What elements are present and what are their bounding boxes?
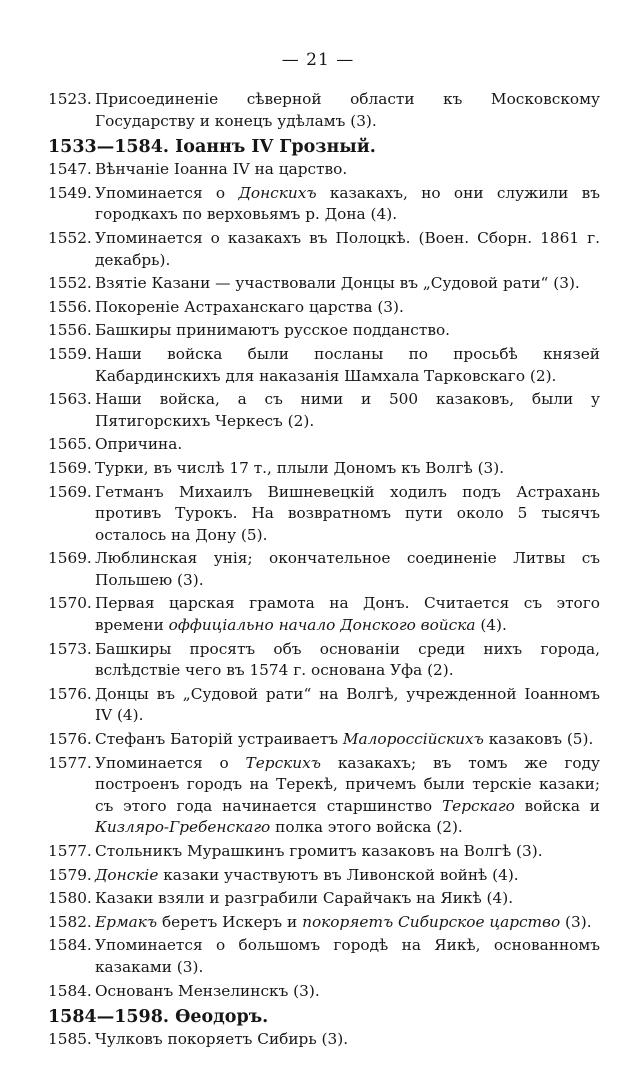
entry-text-part: Упоминается о казакахъ въ Полоцкѣ. (Воен. Сборн. 1861 г. декабрь). xyxy=(95,228,600,269)
entry-text-part: Донцы въ „Судовой рати“ на Волгѣ, учрежденной Іоанномъ IV (4). xyxy=(95,684,600,725)
entry-text-part: Упоминается о большомъ городѣ на Яикѣ, основанномъ казаками (3). xyxy=(95,936,600,976)
entry-text-part: Первая царская грамота на Донъ. Считается съ этого времени xyxy=(95,594,600,635)
chronology-entry xyxy=(48,981,600,1003)
chronology-list xyxy=(48,89,600,1053)
entry-text-italic: Терскихъ xyxy=(245,753,321,772)
chronology-entry xyxy=(48,320,600,342)
entry-year: 1584. xyxy=(48,981,92,1000)
entry-text xyxy=(95,729,600,751)
chronology-entry xyxy=(48,159,600,181)
entry-text-part: Люблинская унія; окончательное соединеніе Литвы съ Польшею (3). xyxy=(95,549,600,589)
entry-text xyxy=(95,888,600,910)
entry-text-part: Башкиры просятъ объ основаніи среди нихъ города, вслѣдствіе чего въ 1574 г. основана Уфа (2). xyxy=(95,639,600,680)
chronology-entry xyxy=(48,593,600,636)
entry-year: 1582. xyxy=(48,912,92,931)
entry-text-italic: Ермакъ xyxy=(95,912,158,931)
entry-text-italic: оффиціально начало Донского войска xyxy=(168,616,476,635)
entry-text-part: Гетманъ Михаилъ Вишневецкій ходилъ подъ Астрахань противъ Турокъ. На возвратномъ пути около 5 тысячъ осталось на Дону (5). xyxy=(95,482,600,544)
entry-year: 1580. xyxy=(48,889,92,908)
entry-text-part: Наши войска были посланы по просьбѣ князей Кабардинскихъ для наказанія Шамхала Тарковскаго (2). xyxy=(95,344,600,385)
entry-text-part: казакахъ; въ томъ же году построенъ городъ на Терекѣ, причемъ были терскіе казаки; съ этого года начинается старшинство xyxy=(95,753,600,815)
entry-year: 1573. xyxy=(48,639,92,658)
entry-text xyxy=(95,865,600,887)
chronology-entry xyxy=(48,228,600,271)
entry-year: 1585. xyxy=(48,1030,92,1049)
chronology-entry xyxy=(48,888,600,910)
entry-text xyxy=(95,912,600,934)
entry-year: 1565. xyxy=(48,435,92,454)
entry-year: 1549. xyxy=(48,183,92,202)
entry-text xyxy=(95,482,600,547)
chronology-entry xyxy=(48,273,600,295)
entry-text-italic: Донскихъ xyxy=(238,183,317,202)
chronology-entry xyxy=(48,458,600,480)
entry-text xyxy=(95,297,600,319)
entry-text-part: полка этого войска (2). xyxy=(270,818,463,837)
chronology-entry xyxy=(48,841,600,863)
entry-text-italic: Терскаго xyxy=(441,796,515,815)
entry-text xyxy=(95,320,600,342)
chronology-entry xyxy=(48,684,600,727)
chronology-entry xyxy=(48,297,600,319)
page-number: — 21 — xyxy=(281,50,355,70)
chronology-entry xyxy=(48,753,600,839)
entry-text-italic: покоряетъ Сибирское царство xyxy=(302,912,561,931)
entry-text xyxy=(95,981,600,1003)
entry-year: 1547. xyxy=(48,160,92,179)
entry-text-part: Стольникъ Мурашкинъ громитъ казаковъ на Волгѣ (3). xyxy=(95,842,543,860)
entry-year: 1556. xyxy=(48,321,92,340)
entry-text-part: Взятіе Казани — участвовали Донцы въ „Судовой рати“ (3). xyxy=(95,274,580,293)
entry-text-part: Башкиры принимаютъ русское подданство. xyxy=(95,321,451,340)
entry-text xyxy=(95,183,600,226)
entry-text xyxy=(95,753,600,839)
entry-text xyxy=(95,684,600,727)
entry-text-part: Опричина. xyxy=(95,435,183,454)
reign-heading: 1584—1598. Ѳеодоръ. xyxy=(48,1007,269,1028)
chronology-entry xyxy=(48,935,600,978)
chronology-entry xyxy=(48,183,600,226)
entry-year: 1570. xyxy=(48,594,92,613)
chronology-entry xyxy=(48,389,600,432)
entry-text-italic: Кизляро-Гребенскаго xyxy=(95,818,271,837)
entry-text-part: беретъ Искеръ и xyxy=(157,912,303,931)
entry-text xyxy=(95,273,600,295)
entry-text-part: Присоединеніе сѣверной области къ Московскому Государству и конецъ удѣламъ (3). xyxy=(95,90,600,130)
entry-text-part: войска и xyxy=(514,796,601,815)
entry-year: 1576. xyxy=(48,684,92,703)
chronology-entry xyxy=(48,344,600,387)
chronology-entry xyxy=(48,89,600,132)
entry-text-part: Чулковъ покоряетъ Сибирь (3). xyxy=(95,1030,349,1049)
entry-text-part: казаковъ (5). xyxy=(483,730,594,749)
entry-year: 1569. xyxy=(48,458,92,477)
entry-text-part: Стефанъ Баторій устраиваетъ xyxy=(95,730,343,749)
entry-text xyxy=(95,935,600,978)
entry-text-italic: Донскіе xyxy=(95,865,159,884)
entry-year: 1576. xyxy=(48,730,92,749)
entry-text-part: (4). xyxy=(475,616,507,635)
chronology-entry xyxy=(48,1029,600,1051)
entry-year: 1556. xyxy=(48,297,92,316)
entry-text xyxy=(95,458,600,480)
entry-text-part: (3). xyxy=(560,912,592,931)
entry-text xyxy=(95,593,600,636)
entry-text xyxy=(95,548,600,591)
entry-text-part: Упоминается о xyxy=(95,183,239,202)
entry-year: 1577. xyxy=(48,753,92,772)
entry-year: 1523. xyxy=(48,90,92,108)
entry-text-part: Основанъ Мензелинскъ (3). xyxy=(95,981,320,1000)
entry-text-part: Покореніе Астраханскаго царства (3). xyxy=(95,297,404,316)
entry-year: 1559. xyxy=(48,344,92,363)
entry-text xyxy=(95,228,600,271)
entry-text-part: Вѣнчаніе Іоанна IV на царство. xyxy=(95,160,348,179)
entry-text-part: Казаки взяли и разграбили Сарайчакъ на Яикѣ (4). xyxy=(95,889,514,908)
entry-year: 1552. xyxy=(48,228,92,247)
entry-text xyxy=(95,389,600,432)
entry-text xyxy=(95,1029,600,1051)
entry-year: 1552. xyxy=(48,274,92,293)
entry-year: 1579. xyxy=(48,865,92,884)
entry-year: 1569. xyxy=(48,549,92,568)
entry-year: 1569. xyxy=(48,482,92,501)
entry-text-part: казаки участвуютъ въ Ливонской войнѣ (4). xyxy=(158,865,519,884)
entry-text-italic: Малороссійскихъ xyxy=(342,730,484,749)
reign-heading: 1533—1584. Іоаннъ IV Грозный. xyxy=(48,137,376,158)
entry-text xyxy=(95,159,600,181)
chronology-entry xyxy=(48,482,600,547)
entry-text xyxy=(95,841,600,863)
entry-text-part: Наши войска, а съ ними и 500 казаковъ, были у Пятигорскихъ Черкесъ (2). xyxy=(95,390,600,430)
entry-text xyxy=(95,434,600,456)
entry-text xyxy=(95,89,600,132)
entry-year: 1563. xyxy=(48,390,92,409)
chronology-entry xyxy=(48,865,600,887)
entry-text xyxy=(95,344,600,387)
entry-text-part: казакахъ, но они служили въ городкахъ по верховьямъ р. Дона (4). xyxy=(95,183,600,224)
chronology-entry xyxy=(48,434,600,456)
entry-year: 1584. xyxy=(48,936,92,955)
entry-text-part: Турки, въ числѣ 17 т., плыли Дономъ къ Волгѣ (3). xyxy=(95,458,505,477)
chronology-entry xyxy=(48,639,600,682)
entry-year: 1577. xyxy=(48,842,92,860)
chronology-entry xyxy=(48,548,600,591)
chronology-entry xyxy=(48,729,600,751)
entry-text xyxy=(95,639,600,682)
entry-text-part: Упоминается о xyxy=(95,753,246,772)
chronology-entry xyxy=(48,912,600,934)
